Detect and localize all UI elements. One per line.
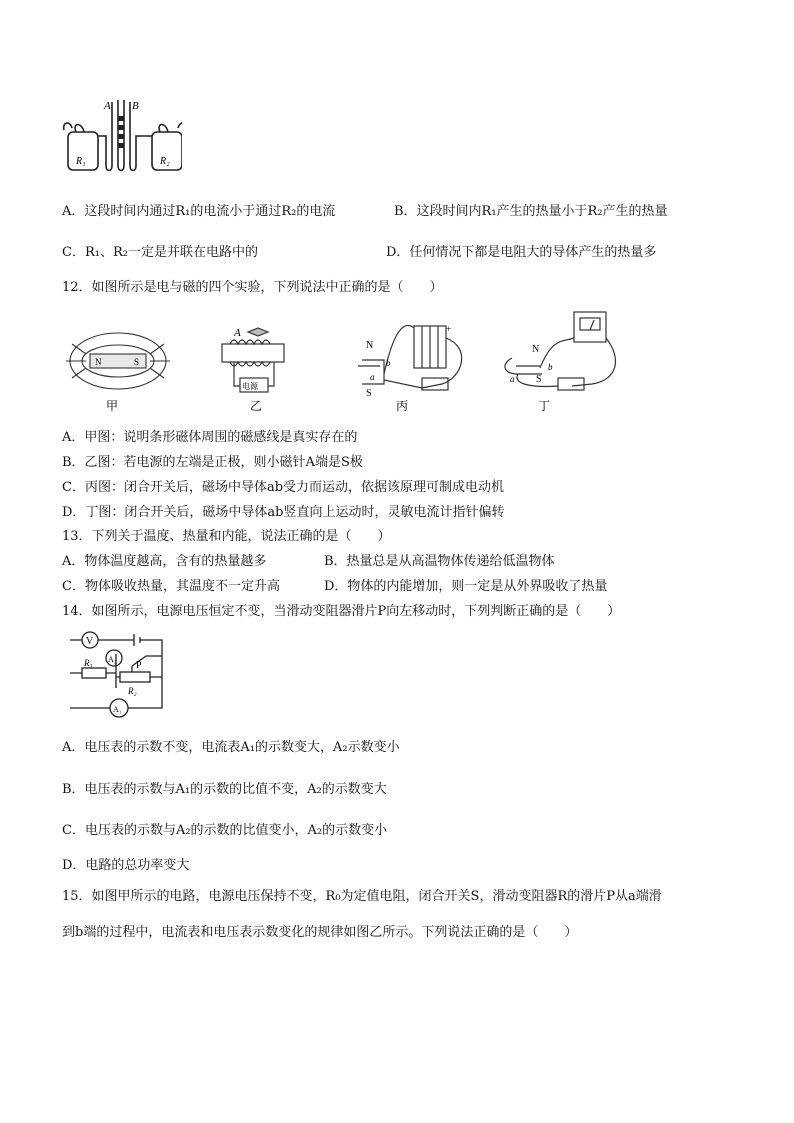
q13-option-b: B．热量总是从高温物体传递给低温物体 xyxy=(324,554,555,569)
jia-S: S xyxy=(134,357,140,367)
yi-A: A xyxy=(234,327,241,339)
q14-option-b: B．电压表的示数与A₁的示数的比值不变，A₂的示数变大 xyxy=(62,782,387,797)
q11-option-a: A．这段时间内通过R₁的电流小于通过R₂的电流 xyxy=(62,204,336,219)
q14-option-c: C．电压表的示数与A₂的示数的比值变小，A₂的示数变小 xyxy=(62,823,388,838)
q12-figures xyxy=(62,308,632,418)
q11-option-d: D．任何情况下都是电阻大的导体产生的热量多 xyxy=(386,245,657,260)
q13-stem: 13．下列关于温度、热量和内能，说法正确的是（ ） xyxy=(62,529,391,544)
q12-option-b: B．乙图：若电源的左端是正极，则小磁针A端是S极 xyxy=(62,455,363,470)
q13-option-a: A．物体温度越高，含有的热量越多 xyxy=(62,554,267,569)
q11-option-c: C．R₁、R₂一定是并联在电路中的 xyxy=(62,245,258,260)
yi-power: 电源 xyxy=(242,382,258,391)
caption-bing: 丙 xyxy=(396,399,409,413)
circuit-V: V xyxy=(86,636,94,647)
circuit-R1: R₁ xyxy=(84,658,93,668)
q14-option-d: D．电路的总功率变大 xyxy=(62,858,190,873)
bing-a: a xyxy=(370,372,375,382)
q14-option-a: A．电压表的示数不变，电流表A₁的示数变大，A₂示数变小 xyxy=(62,740,400,755)
q13-option-c: C．物体吸收热量，其温度不一定升高 xyxy=(62,579,280,594)
bing-b: b xyxy=(386,358,391,368)
bing-N: N xyxy=(366,340,374,351)
circuit-R2: R₂ xyxy=(128,686,137,696)
q14-stem: 14．如图所示，电源电压恒定不变，当滑动变阻器滑片P向左移动时，下列判断正确的是（ ） xyxy=(62,604,621,619)
figure-ding xyxy=(505,312,616,390)
ding-a: a xyxy=(510,374,515,384)
caption-jia: 甲 xyxy=(106,399,119,413)
bing-plus: + xyxy=(446,324,452,334)
circuit-A2: A₂ xyxy=(108,655,117,664)
circuit-P: P xyxy=(136,660,142,671)
q12-stem: 12．如图所示是电与磁的四个实验，下列说法中正确的是（ ） xyxy=(62,280,443,295)
q12-option-a: A．甲图：说明条形磁体周围的磁感线是真实存在的 xyxy=(62,430,358,445)
q12-option-d: D．丁图：闭合开关后，磁场中导体ab竖直向上运动时，灵敏电流计指针偏转 xyxy=(62,505,505,520)
resistor-r2 xyxy=(120,672,150,682)
ding-b: b xyxy=(548,362,553,372)
label-R1: R₁ xyxy=(76,156,86,167)
caption-ding: 丁 xyxy=(538,399,551,413)
label-R2: R₂ xyxy=(160,156,170,167)
label-B: B xyxy=(132,100,139,112)
q11-figure xyxy=(62,94,182,176)
bing-S: S xyxy=(366,388,372,399)
circuit-A1: A₁ xyxy=(113,705,122,714)
figure-jia xyxy=(66,333,170,389)
q12-option-c: C．丙图：闭合开关后，磁场中导体ab受力而运动，依据该原理可制成电动机 xyxy=(62,480,505,495)
resistor-r1 xyxy=(82,668,106,678)
q14-circuit xyxy=(62,626,172,722)
ding-N: N xyxy=(532,344,540,355)
caption-yi: 乙 xyxy=(250,399,263,413)
q15-stem-line2: 到b端的过程中，电流表和电压表示数变化的规律如图乙所示。下列说法正确的是（ ） xyxy=(62,925,578,940)
q11-option-b: B．这段时间内R₁产生的热量小于R₂产生的热量 xyxy=(394,204,668,219)
q13-option-d: D．物体的内能增加，则一定是从外界吸收了热量 xyxy=(324,579,608,594)
jia-N: N xyxy=(95,357,102,367)
label-A: A xyxy=(104,100,111,112)
q15-stem-line1: 15．如图甲所示的电路，电源电压保持不变，R₀为定值电阻，闭合开关S，滑动变阻器R的滑片P从a端滑 xyxy=(62,889,662,904)
ding-S: S xyxy=(536,374,542,385)
